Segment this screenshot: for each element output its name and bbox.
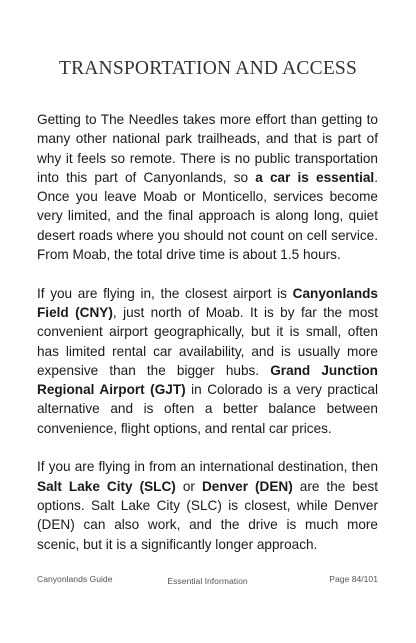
- section-title: TRANSPORTATION AND ACCESS: [58, 58, 358, 79]
- text-run: If you are flying in from an international destination, then: [37, 459, 378, 475]
- paragraph-driving: [37, 110, 378, 264]
- paragraph-airports: [37, 284, 378, 438]
- text-run: or: [175, 478, 202, 494]
- bold-phrase: Grand Junction Regional Airport (GJT): [37, 362, 378, 398]
- footer-book-title: Canyonlands Guide: [37, 574, 113, 584]
- bold-phrase: Denver (DEN): [201, 478, 293, 494]
- text-run: are the best options. Salt Lake City (SLC) is closest, while Denver (DEN) can also work, and the drive is much more scenic, but it is a significantly longer approach.: [37, 478, 379, 552]
- bold-phrase: Salt Lake City (SLC): [37, 478, 176, 494]
- paragraph-international: [37, 457, 378, 553]
- body-text: [37, 110, 378, 573]
- text-run: . Once you leave Moab or Monticello, services become very limited, and the final approach is along long, quiet desert roads where you should not count on cell service. From Moab, the total drive time is about 1.5 hours.: [37, 169, 378, 263]
- footer-section-name: Essential Information: [167, 576, 248, 586]
- bold-phrase: a car is essential: [255, 169, 375, 185]
- text-run: If you are flying in, the closest airport is: [37, 285, 293, 301]
- text-run: in Colorado is a very practical alternative and is often a better balance between convenience, flight options, and rental car prices.: [37, 382, 378, 436]
- page-footer: [37, 574, 378, 590]
- footer-page-number: Page 84/101: [329, 574, 378, 584]
- text-run: Getting to The Needles takes more effort than getting to many other national park trailheads, and that is part of why it feels so remote. There is no public transportation into this part of Canyonlands, so: [37, 112, 378, 185]
- text-run: , just north of Moab. It is by far the most convenient airport geographically, but it is small, often has limited rental car availability, and is usually more expensive than the bigger hubs.: [37, 304, 378, 378]
- bold-phrase: Canyonlands Field (CNY): [37, 285, 378, 320]
